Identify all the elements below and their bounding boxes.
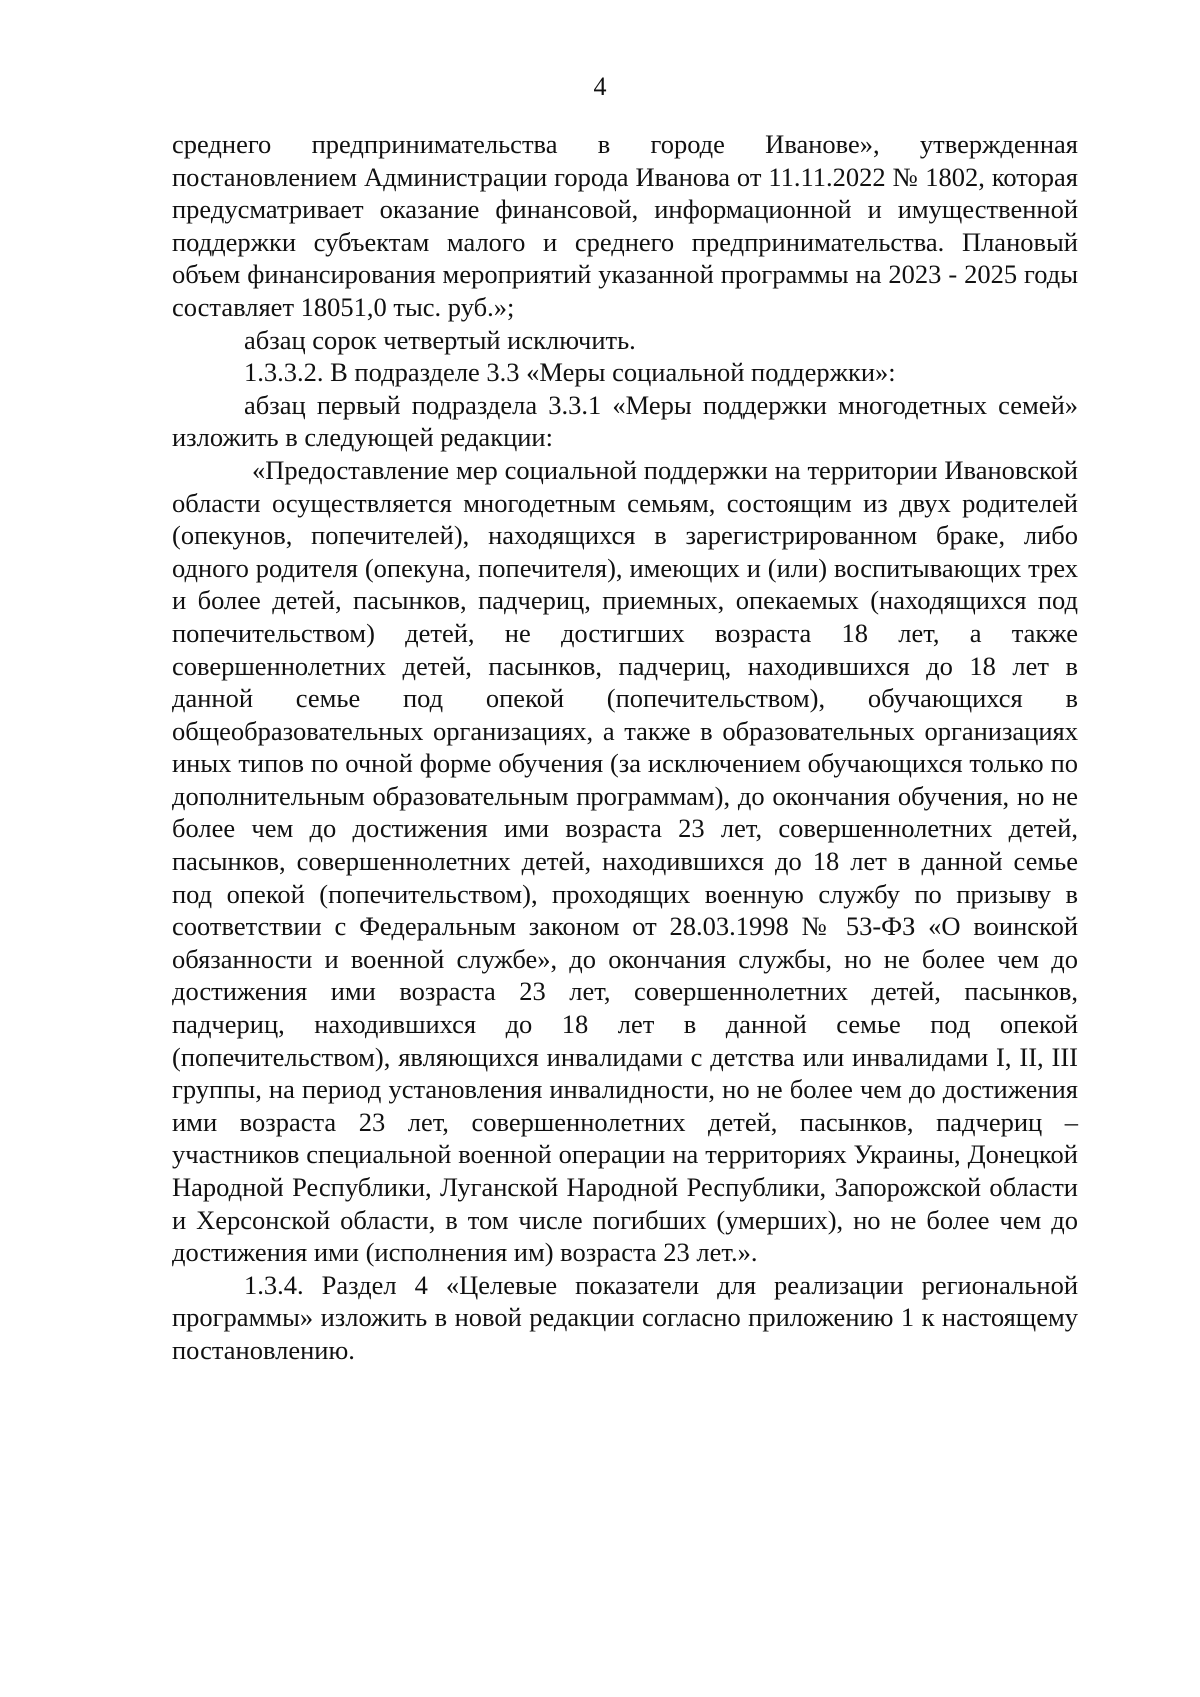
paragraph-subsection-3-3: 1.3.3.2. В подразделе 3.3 «Меры социальной поддержки»: bbox=[244, 357, 896, 388]
paragraph-section-4: 1.3.4. Раздел 4 «Целевые показатели для реализации региональной программы» изложить в новой редакции согласно приложению 1 к настоящему постановлению. bbox=[172, 1269, 1078, 1365]
paragraph-large-families-text: «Предоставление мер социальной поддержки на территории Ивановской области осуществляется многодетным семьям, состоящим из двух родителей (опекунов, попечителей), находящихся в зарегистрированном браке, либо одного родителя (опекуна, попечителя), имеющих и (или) воспитывающих трех и более детей, пасынков, падчериц, приемных, опекаемых (находящихся под попечительством) детей, не достигших возраста 18 лет, а также совершеннолетних детей, пасынков, падчериц, находившихся до 18 лет в данной семье под опекой (попечительством), обучающихся в общеобразовательных организациях, а также в образовательных организациях иных типов по очной форме обучения (за исключением обучающихся только по дополнительным образовательным программам), до окончания обучения, но не более чем до достижения ими возраста 23 лет, совершеннолетних детей, пасынков, совершеннолетних детей, находившихся до 18 лет в данной семье под опекой (попечительством), проходящих военную службу по призыву в соответствии с Федеральным законом от 28.03.1998 № 53-ФЗ «О воинской обязанности и военной службе», до окончания службы, но не более чем до достижения ими возраста 23 лет, совершеннолетних детей, пасынков, падчериц, находившихся до 18 лет в данной семье под опекой (попечительством), являющихся инвалидами с детства или инвалидами I, II, III группы, на период установления инвалидности, но не более чем до достижения ими возраста 23 лет, совершеннолетних детей, пасынков, падчериц – участников специальной военной операции на территориях Украины, Донецкой Народной Республики, Луганской Народной Республики, Запорожской области и Херсонской области, в том числе погибших (умерших), но не более чем до достижения ими (исполнения им) возраста 23 лет.». bbox=[172, 454, 1078, 1268]
paragraph-exclude-44th: абзац сорок четвертый исключить. bbox=[244, 324, 636, 355]
paragraph-program-continuation: среднего предпринимательства в городе Иванове», утвержденная постановлением Администрации города Иванова от 11.11.2022 № 1802, которая предусматривает оказание финансовой, информационной и имущественной поддержки субъектам малого и среднего предпринимательства. Плановый объем финансирования мероприятий указанной программы на 2023 - 2025 годы составляет 18051,0 тыс. руб.»; bbox=[172, 129, 1078, 322]
document-body bbox=[172, 128, 1078, 1367]
paragraph-subsection-3-3-1: абзац первый подраздела 3.3.1 «Меры поддержки многодетных семей» изложить в следующей редакции: bbox=[172, 389, 1078, 453]
page-number: 4 bbox=[593, 72, 607, 101]
